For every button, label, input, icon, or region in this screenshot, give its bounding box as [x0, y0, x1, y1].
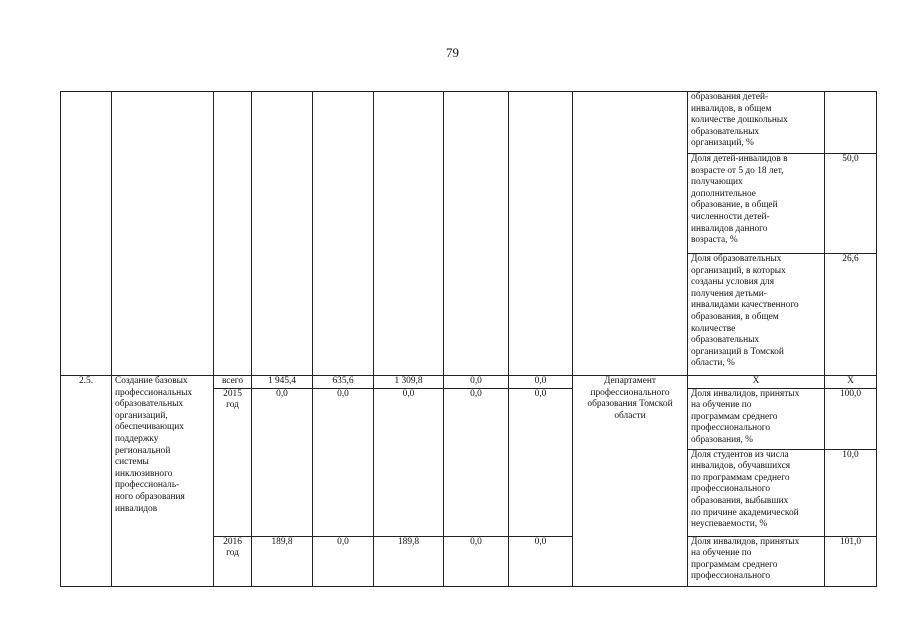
indicator-value: Х [825, 376, 877, 389]
amount-cell: 0,0 [444, 376, 509, 389]
indicator-cell: Доля детей-инвалидов в возрасте от 5 до 18 лет, получающих дополнительное образование, в общей численности детей- инвалидов данного возраста, % [688, 154, 825, 254]
program-table [60, 91, 877, 587]
blank-cell [112, 92, 214, 376]
page-number: 79 [446, 45, 459, 60]
blank-cell [509, 92, 573, 376]
indicator-cell: образования детей- инвалидов, в общем количестве дошкольных образовательных организаций, % [688, 92, 825, 154]
blank-cell [61, 92, 112, 376]
item-row-total [61, 376, 877, 389]
amount-cell: 0,0 [252, 388, 313, 536]
period-cell: 2015 год [214, 388, 252, 536]
blank-cell [374, 92, 444, 376]
indicator-value: 26,6 [825, 254, 877, 376]
amount-cell: 0,0 [509, 536, 573, 586]
indicator-cell: Доля инвалидов, принятых на обучение по программам среднего профессионального образования, % [688, 388, 825, 449]
blank-cell [313, 92, 374, 376]
amount-cell: 635,6 [313, 376, 374, 389]
indicator-value: 50,0 [825, 154, 877, 254]
item-name: Создание базовых профессиональных образовательных организаций, обеспечивающих поддержку региональной системы инклюзивного профессиональ- ного образования инвалидов [112, 376, 214, 587]
amount-cell: 0,0 [509, 388, 573, 536]
amount-cell: 1 945,4 [252, 376, 313, 389]
continued-row [61, 92, 877, 154]
indicator-cell: Доля образовательных организаций, в которых созданы условия для получения детьми- инвалидами качественного образования, в общем количестве образовательных организаций в Томской области, % [688, 254, 825, 376]
amount-cell: 0,0 [444, 388, 509, 536]
indicator-cell: Доля инвалидов, принятых на обучение по программам среднего профессионального [688, 536, 825, 586]
blank-cell [573, 92, 688, 376]
amount-cell: 0,0 [313, 388, 374, 536]
amount-cell: 0,0 [444, 536, 509, 586]
indicator-value [825, 92, 877, 154]
period-cell: 2016 год [214, 536, 252, 586]
amount-cell: 1 309,8 [374, 376, 444, 389]
indicator-cell: Доля студентов из числа инвалидов, обучавшихся по программам среднего профессионального образования, выбывших по причине академической неуспеваемости, % [688, 449, 825, 536]
indicator-value: 100,0 [825, 388, 877, 449]
indicator-value: 101,0 [825, 536, 877, 586]
blank-cell [444, 92, 509, 376]
amount-cell: 0,0 [374, 388, 444, 536]
period-cell: всего [214, 376, 252, 389]
blank-cell [214, 92, 252, 376]
amount-cell: 0,0 [509, 376, 573, 389]
executor-cell: Департамент профессионального образования Томской области [573, 376, 688, 587]
amount-cell: 0,0 [313, 536, 374, 586]
blank-cell [252, 92, 313, 376]
indicator-cell: Х [688, 376, 825, 389]
item-number: 2.5. [61, 376, 112, 587]
amount-cell: 189,8 [252, 536, 313, 586]
amount-cell: 189,8 [374, 536, 444, 586]
indicator-value: 10,0 [825, 449, 877, 536]
